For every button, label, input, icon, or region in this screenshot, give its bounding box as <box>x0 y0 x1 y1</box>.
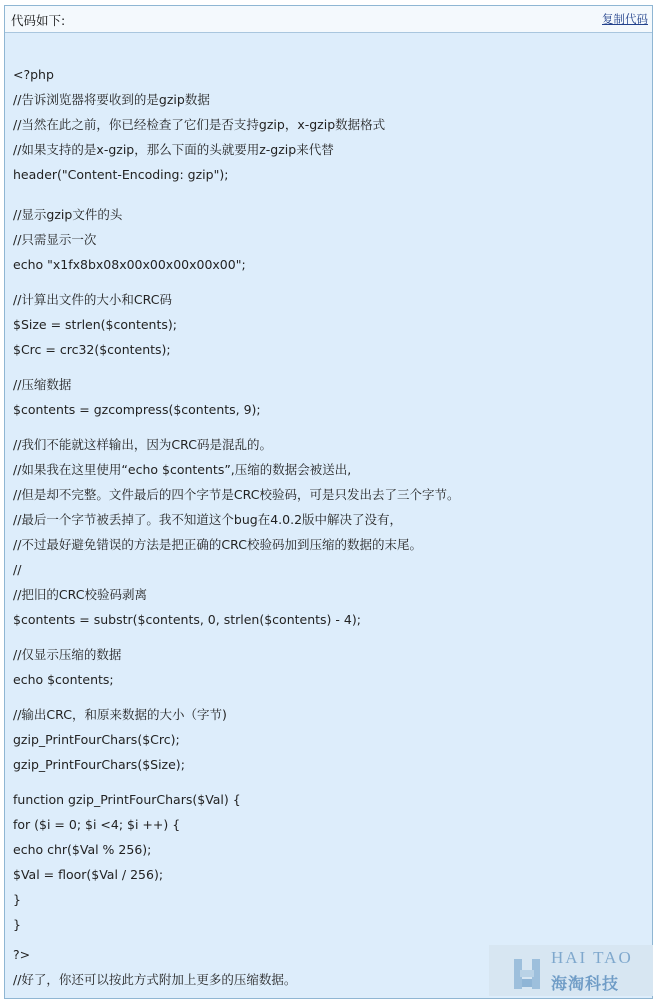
code-line: //但是却不完整。文件最后的四个字节是CRC校验码，可是只发出去了三个字节。 <box>13 487 460 502</box>
code-line: echo "x1fx8bx08x00x00x00x00x00"; <box>13 257 246 272</box>
code-line: gzip_PrintFourChars($Size); <box>13 757 185 772</box>
code-line: //输出CRC，和原来数据的大小（字节) <box>13 707 227 722</box>
code-line: ?> <box>13 947 31 962</box>
code-line: //如果支持的是x-gzip，那么下面的头就要用z-gzip来代替 <box>13 142 334 157</box>
code-line: //不过最好避免错误的方法是把正确的CRC校验码加到压缩的数据的末尾。 <box>13 537 422 552</box>
copy-code-link[interactable]: 复制代码 <box>602 12 648 26</box>
code-line: // <box>13 562 22 577</box>
code-line: $Val = floor($Val / 256); <box>13 867 164 882</box>
code-line: for ($i = 0; $i <4; $i ++) { <box>13 817 181 832</box>
watermark-chinese-text: 海淘科技 <box>551 974 620 993</box>
code-line: $contents = substr($contents, 0, strlen($contents) - 4); <box>13 612 361 627</box>
code-line: gzip_PrintFourChars($Crc); <box>13 732 180 747</box>
code-line: //计算出文件的大小和CRC码 <box>13 292 172 307</box>
code-line: //我们不能就这样输出，因为CRC码是混乱的。 <box>13 437 272 452</box>
code-body <box>5 33 652 998</box>
code-line: //把旧的CRC校验码剥离 <box>13 587 147 602</box>
code-line: //显示gzip文件的头 <box>13 207 123 222</box>
code-line: //当然在此之前，你已经检查了它们是否支持gzip，x-gzip数据格式 <box>13 117 386 132</box>
code-line: //压缩数据 <box>13 377 72 392</box>
code-line: $contents = gzcompress($contents, 9); <box>13 402 261 417</box>
code-line: <?php <box>13 67 54 82</box>
code-header <box>5 6 652 33</box>
code-line: function gzip_PrintFourChars($Val) { <box>13 792 241 807</box>
code-title: 代码如下: <box>11 13 66 28</box>
h-logo-icon <box>512 957 542 991</box>
code-line: //仅显示压缩的数据 <box>13 647 122 662</box>
code-line: $Size = strlen($contents); <box>13 317 177 332</box>
code-line: $Crc = crc32($contents); <box>13 342 171 357</box>
code-box <box>4 5 653 999</box>
code-line: //只需显示一次 <box>13 232 97 247</box>
code-line: echo $contents; <box>13 672 114 687</box>
code-line: echo chr($Val % 256); <box>13 842 152 857</box>
code-line: } <box>13 892 21 907</box>
code-line: //最后一个字节被丢掉了。我不知道这个bug在4.0.2版中解决了没有， <box>13 512 403 527</box>
watermark-english-text: HAI TAO <box>551 948 633 967</box>
code-line: //好了，你还可以按此方式附加上更多的压缩数据。 <box>13 972 297 987</box>
code-line: header("Content-Encoding: gzip"); <box>13 167 229 182</box>
haitao-watermark-logo <box>489 945 653 996</box>
code-line: } <box>13 917 21 932</box>
code-line: //告诉浏览器将要收到的是gzip数据 <box>13 92 210 107</box>
code-line: //如果我在这里使用“echo $contents”,压缩的数据会被送出, <box>13 462 352 477</box>
